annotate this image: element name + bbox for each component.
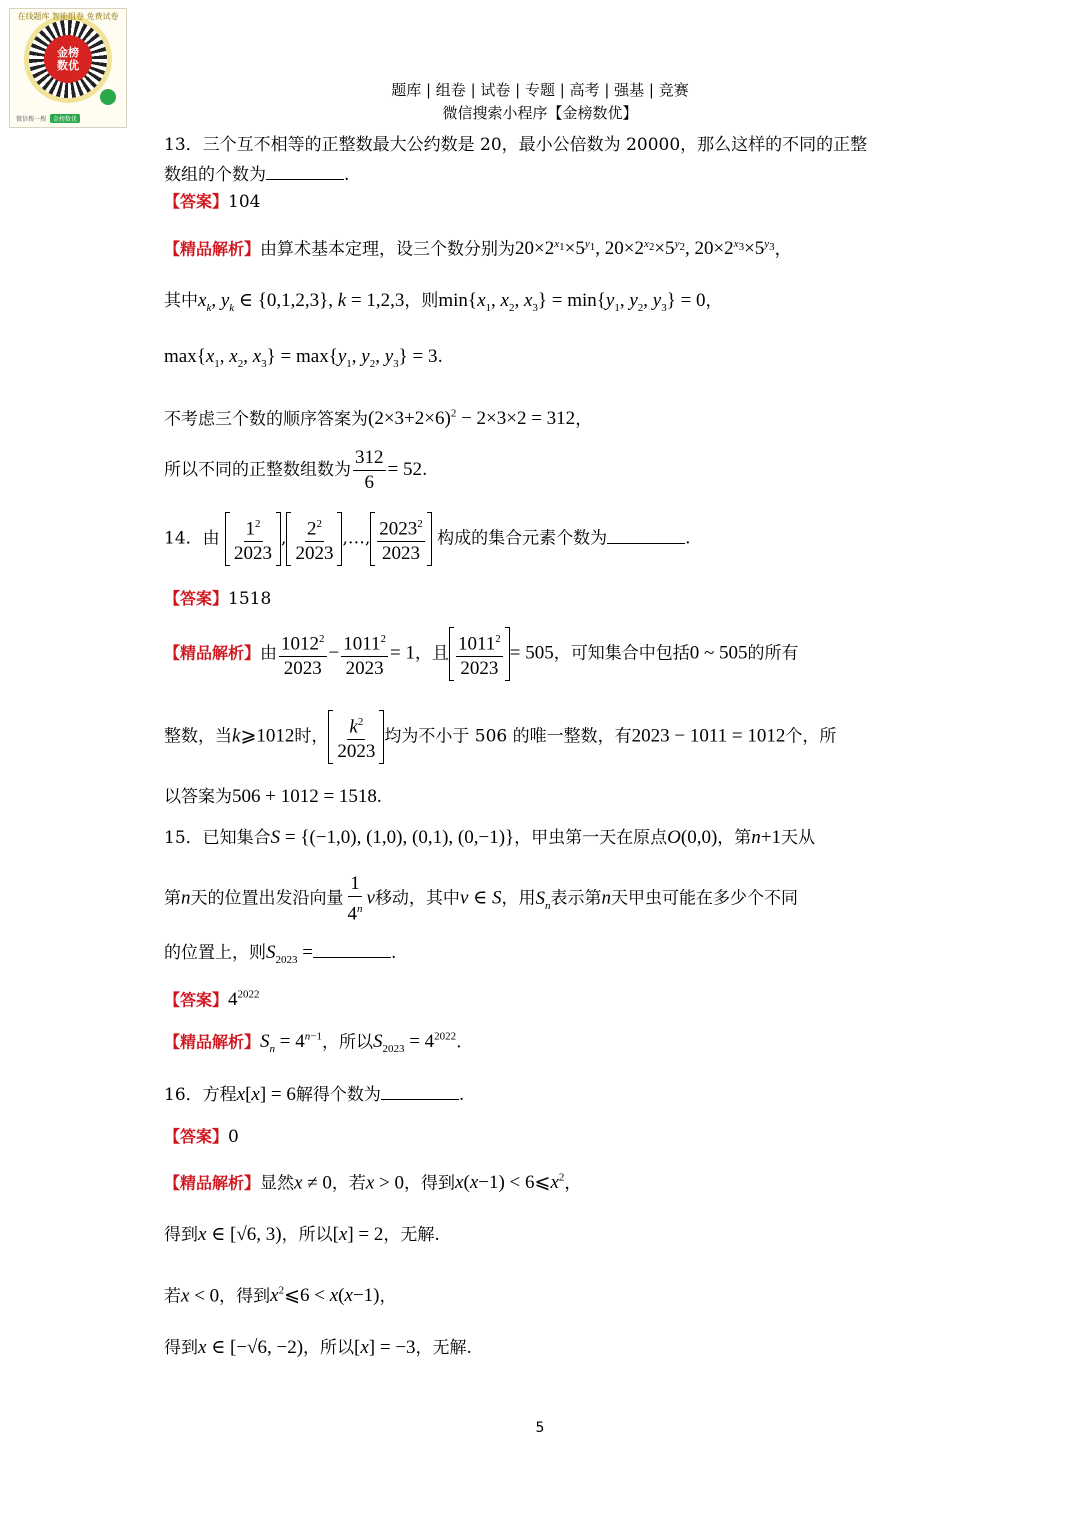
- q14-analysis-2: 整数，当k⩾1012时， $\frac{k^2}{2023}$ 均为不小于 506 的唯一整数，有2023 − 1011 = 1012个，所: [164, 710, 836, 764]
- q14-analysis-3: 以答案为506 + 1012 = 1518.: [164, 786, 382, 807]
- q13-analysis-1: 【精品解析】由算术基本定理，设三个数分别为$20\times 2^{x_1}\times 5^{y_1}$, $20\times 2^{x_2}\times 5^{y_2}$, $20\times 2^{x_3}\times 5^{y_3}$，: [164, 238, 792, 260]
- q13-line2: 数组的个数为 .: [164, 161, 349, 187]
- q16-stem: 16．方程x[x] = 6解得个数为 .: [164, 1081, 464, 1107]
- q15-analysis: 【精品解析】$S_n = 4^{n-1}$，所以$S_{2023} = 4^{2022}$.: [164, 1031, 462, 1056]
- q15-stem-2: 第n天的位置出发沿向量 $\frac{1}{4^n}$ v移动，其中v ∈ S，用$S_n$表示第n天甲虫可能在多少个不同: [164, 873, 798, 925]
- header-nav: 题库 | 组卷 | 试卷 | 专题 | 高考 | 强基 | 竞赛: [391, 81, 689, 99]
- q14-answer: 【答案】1518: [164, 589, 272, 609]
- q15-answer: 【答案】$4^{2022}$: [164, 989, 260, 1011]
- q16-analysis-4: 得到x ∈ [−√6, −2)，所以[x] = −3，无解.: [164, 1337, 472, 1358]
- page-number: 5: [535, 1420, 545, 1436]
- logo-core-badge: 金榜 数优: [44, 35, 92, 83]
- q13-analysis-2: 其中$x_k$, $y_k$ ∈ {0,1,2,3}, k = 1,2,3，则$\min\{x_1$, $x_2$, $x_3\} = \min\{y_1$, $y_2$, $y_3\} = 0$，: [164, 290, 723, 314]
- q13-answer: 【答案】104: [164, 192, 261, 212]
- brand-tag: 金榜数优: [50, 114, 80, 123]
- q15-stem-1: 15．已知集合S = {(−1,0), (1,0), (0,1), (0,−1)}，甲虫第一天在原点O(0,0)，第n+1天从: [164, 827, 816, 848]
- search-label: 微信搜一搜: [16, 115, 47, 123]
- q16-answer: 【答案】0: [164, 1127, 239, 1147]
- q14-analysis-1: 【精品解析】由 $\frac{1012^2}{2023}$ − $\frac{1011^2}{2023}$ = 1，且 $\frac{1011^2}{2023}$ = 505，可知集合中包括0 ~ 505的所有: [164, 627, 799, 681]
- q16-analysis-3: 若x < 0，得到$x^2⩽6 < x(x-1)$，: [164, 1285, 397, 1307]
- q16-analysis-1: 【精品解析】显然x ≠ 0，若x > 0，得到$x(x-1) < 6⩽x^2$，: [164, 1172, 582, 1194]
- header-subtitle: 微信搜索小程序【金榜数优】: [442, 104, 638, 122]
- q16-analysis-2: 得到x ∈ [√6, 3)，所以[x] = 2，无解.: [164, 1224, 440, 1245]
- q13-analysis-3: $\max\{x_1$, $x_2$, $x_3\} = \max\{y_1$, $y_2$, $y_3\} = 3$.: [164, 346, 443, 370]
- logo-arc-text: 在线题库 智能组卷 免费试卷: [17, 12, 119, 21]
- q13-line1: 13．三个互不相等的正整数最大公约数是 20，最小公倍数为 20000，那么这样的不同的正整: [164, 135, 868, 155]
- q13-analysis-5: 所以不同的正整数组数为 $\frac{312}{6}$ = 52.: [164, 447, 428, 493]
- q15-stem-3: 的位置上，则$S_{2023}$ = .: [164, 939, 396, 972]
- q13-analysis-4: 不考虑三个数的顺序答案为$(2\times 3+2\times 6)^2 - 2\times 3\times 2 = 312$，: [164, 408, 593, 430]
- q14-stem: 14．由 $\frac{1^2}{2023}$ , $\frac{2^2}{2023}$ ,…, $\frac{2023^2}{2023}$ 构成的集合元素个数为 .: [164, 512, 691, 566]
